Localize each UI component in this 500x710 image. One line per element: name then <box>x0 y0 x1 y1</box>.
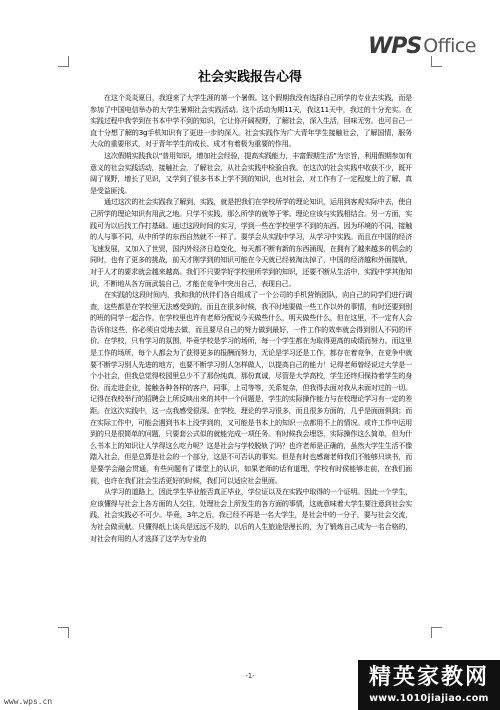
document-body <box>90 92 412 544</box>
crop-mark-bottom-right <box>431 627 442 638</box>
paragraph: 这次假期实践我以“普用知识，增加社会经验，提高实践能力，丰富假期生活”为宗旨，利用假期参加有意义的社会实践活动，接触社会，了解社会，从社会实践中检验自我。在这次的社会实践中收获不少，既开阔了视野，增长了见识，又学到了很多书本上学不到的知识，也对社会，对工作有了一定程度上的了解，真是受益匪浅。 <box>90 150 412 195</box>
watermark-url: www.1010jiajiao.com <box>369 693 489 704</box>
wps-logo-text: Office <box>423 35 476 57</box>
wps-office-logo <box>368 32 476 60</box>
wps-logo-mark: WPS <box>368 33 422 59</box>
paragraph: 通过这次的社会实践我了解到，实践，就是把我们在学校所学的理论知识，运用到客观实际中去，使自己所学的理论知识有用武之地。只学不实践，那么所学的就等于零。理论应该与实践相结合。另一方面，实践可为以后找工作打基础。通过这段时间的实习，学到一些在学校里学不到的东西。因为环境的不同，接触的人与事不同，从中所学的东西自然就不一样了。要学会从实践中学习，从学习中实践。而且在中国的经济飞速发展，又加入了世贸，国内外经济日趋变化，每天都不断有新的东西涌现，在拥有了越来越多的机会的同时，也有了更多的挑战，前天才刚学到的知识可能在今天就已经被淘汰掉了，中国的经济越和外面接轨，对于人才的要求就会越来越高。我们不只要学好学校里所学到的知识，还要不断从生活中，实践中学其他知识，不断地从各方面武装自己，才能在竞争中突出自己，表现自己。 <box>90 197 412 288</box>
footer-url[interactable]: www.wps.cn <box>4 697 53 706</box>
paragraph: 在实践的这段时间内，我和我的伙伴们各自组成了一个公司的手机营销团队，向自己的同学们进行调查，这些都是在学校里无法感受到的。而且在很多时候，我不时地要做一些工作以外的事情，有时还要到别的班的同学一起合作。在学校里也许有老师分配说今天做些什么，明天做些什么，但在这里，不一定有人会告诉你这些，你必须自觉地去做，而且要尽自己的努力做到最好，一件工作的效率就会得到别人不同的评价。在学校，只有学习的氛围，毕竟学校是学习的场所，每一个学生都在为取得更高的成绩而努力。而这里是工作的场所，每个人都会为了获得更多的报酬而努力，无论是学习还是工作，都存在着竞争，在竞争中就要不断学习别人先进的地方，也要不断学习别人怎样做人，以提高自己的能力！记得老师曾经说过大学是一个小社会，但我总觉得校园里总少不了那份纯真，那份真诚，尽管是大学高校，学生还终归保持着学生的身份。而走进企业，接触各种各样的客户，同事，上司等等，关系复杂，但我得去面对我从未面对过的一切。记得在我校举行的招聘会上所反映出来的其中一个问题是，学生的实际操作能力与在校理论学习有一定的差距。在这次实践中，这一点我感受很深。在学校，理论的学习很多，而且很多方面的，几乎是面面俱到；而在实际工作中，可能会遇到书本上没学到的，又可能是书本上的知识一点都用不上的情况。或许工作中运用到的只是很简单的问题，只要套公式似的就能完成一项任务。有时候我会埋怨，实际操作这么简单，但为什么书本上的知识让人学得这么吃力呢？这是社会与学校脱轨了吗？也许老师是正确的，虽然大学生生活不像踏入社会，但是总算是社会的一个部分，这是不可否认的事实。但是有时也感谢老师我们不能够只读书，而是要学会融会贯通，有些问题有了课堂上的认识，如果老师的话有道理，学校有时侯能够走前，在我们面前，也许在我们社会生活更好的时候，我们可以适应社会里面。 <box>90 290 412 485</box>
page-number: -1- <box>245 672 255 680</box>
crop-mark-bottom-left <box>58 627 69 638</box>
document-title: 社会实践报告心得 <box>197 70 302 85</box>
site-watermark <box>358 660 500 710</box>
paragraph: 在这个炎炎夏日，我迎来了大学生涯的第一个暑假。这个假期我没有选择自己所学的专业去实践，而是参加了中国电信举办的大学生暑期社会实践活动。这个活动为期11天，我这11天中，我过的十分充实。在实践过程中我学到在书本中学不到的知识，它让你开阔视野，了解社会，深入生活，回味无穷。也可自己一直十分想了解的3g手机知识有了更进一步的深入。社会实践作为广大青年学生接触社会，了解国情，服务大众的重要形式，对于青年学生的成长、成才有着极为重要的作用。 <box>90 93 412 149</box>
watermark-title: 精英家教网 <box>368 664 489 690</box>
paragraph: 从学习的道路上，因此学生毕业能否真正毕业，学位证以及在实践中取得的一个证明。因此一个学生，应该懂得与社会上各方面的人交往，处理社会上所发生的各方面的事情，这就意味着大学生要注意到社会实践，社会实践必不可少。毕竟，3年之后，我已经不再是一名大学生，是社会中的一分子，要与社会交流，为社会做贡献。只懂得纸上谈兵是远远不及的，以后的人生旅途是漫长的，为了锻炼自己成为一名合格的，对社会有用的人才选择了这学为专业的 <box>90 487 412 543</box>
